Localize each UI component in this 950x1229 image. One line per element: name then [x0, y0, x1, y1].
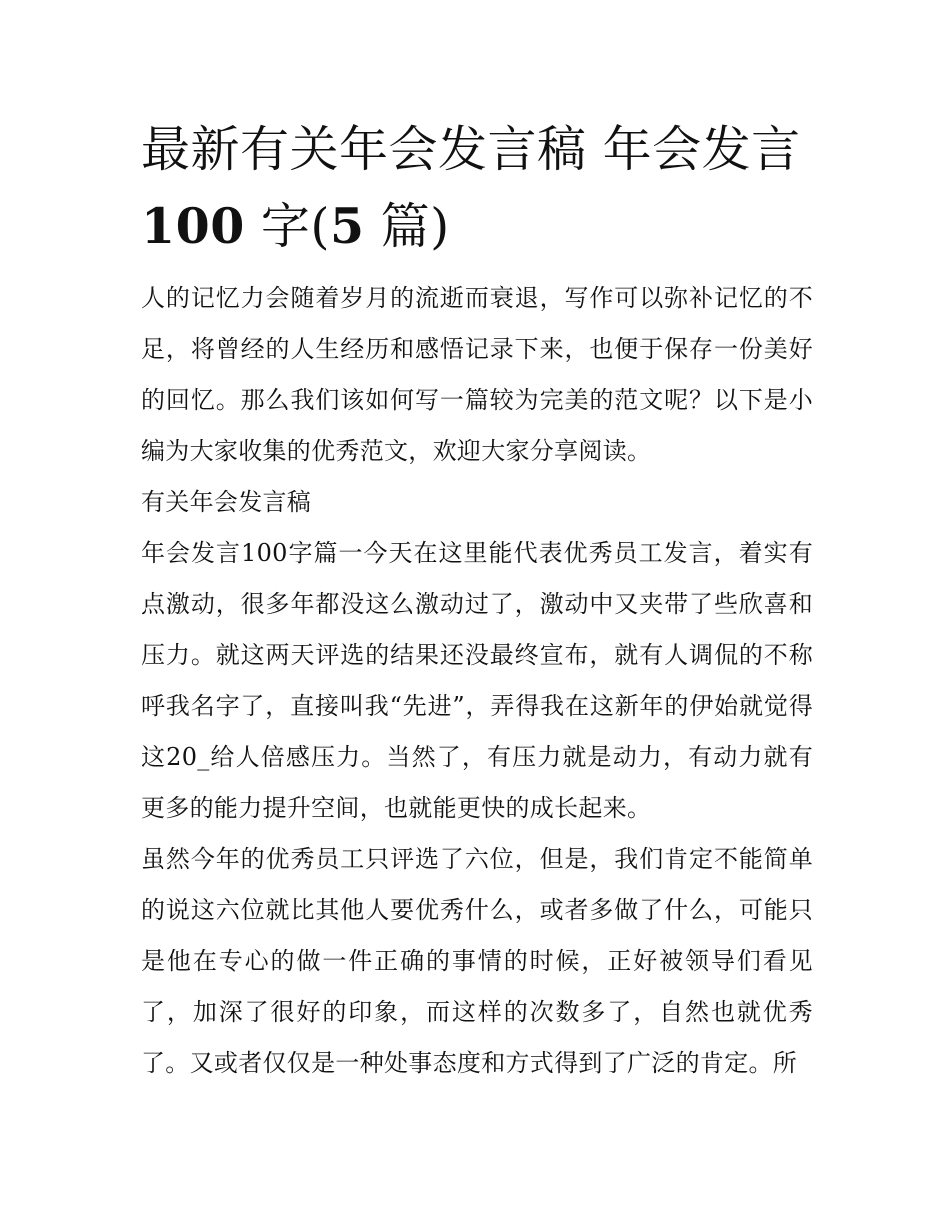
document-body [141, 112, 813, 1089]
title-pian-text: 篇) [364, 198, 450, 255]
section-heading: 有关年会发言稿 [141, 488, 312, 516]
title-number-100: 100 [141, 197, 245, 255]
title-char-text: 字( [244, 198, 330, 255]
body-paragraph-1: 年会发言100字篇一今天在这里能代表优秀员工发言，着实有点激动，很多年都没这么激动过了，激动中又夹带了些欣喜和压力。就这两天评选的结果还没最终宣布，就有人调侃的不称呼我名字了，直接叫我“先进”，弄得我在这新年的伊始就觉得这20_给人倍感压力。当然了，有压力就是动力，有动力就有更多的能力提升空间，也就能更快的成长起来。 [141, 539, 813, 822]
document-title [141, 112, 813, 265]
body-paragraph-2: 虽然今年的优秀员工只评选了六位，但是，我们肯定不能简单的说这六位就比其他人要优秀什么，或者多做了什么，可能只是他在专心的做一件正确的事情的时候，正好被领导们看见了，加深了很好的印象，而这样的次数多了，自然也就优秀了。又或者仅仅是一种处事态度和方式得到了广泛的肯定。所 [141, 845, 813, 1077]
title-line-1: 最新有关年会发言稿 年会发言 [141, 121, 801, 178]
title-number-5: 5 [330, 197, 365, 255]
intro-paragraph: 人的记忆力会随着岁月的流逝而衰退，写作可以弥补记忆的不足，将曾经的人生经历和感悟记录下来，也便于保存一份美好的回忆。那么我们该如何写一篇较为完美的范文呢？以下是小编为大家收集的优秀范文，欢迎大家分享阅读。 [141, 284, 813, 465]
